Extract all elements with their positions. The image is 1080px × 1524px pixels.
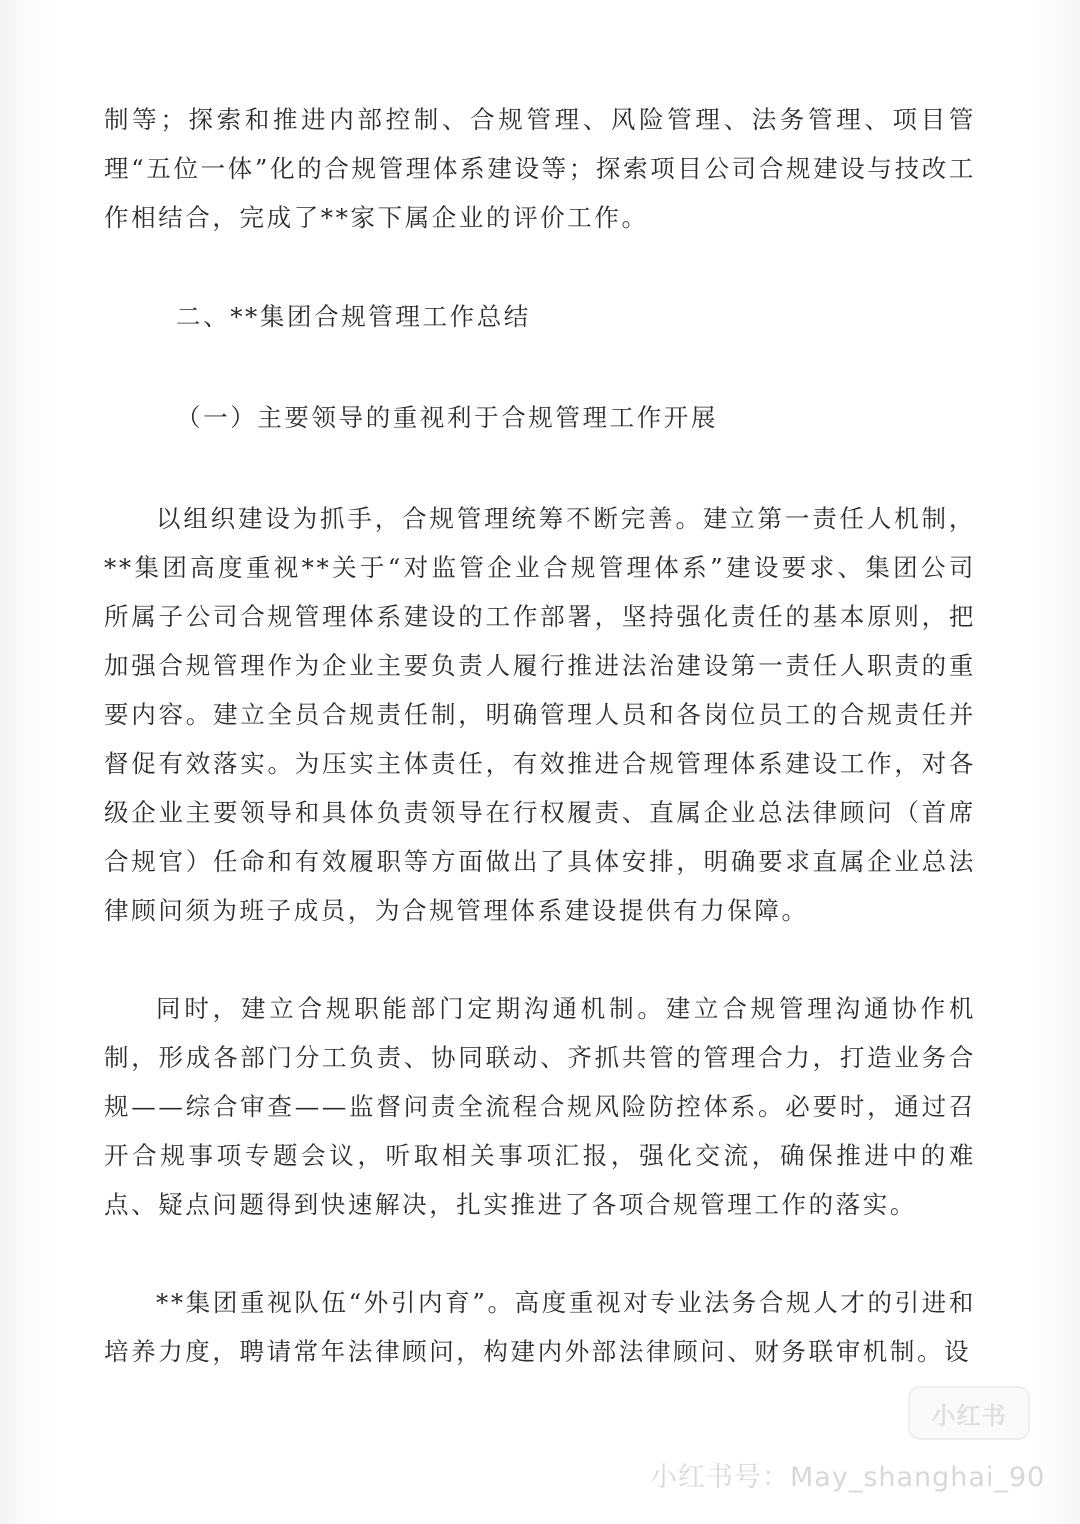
paragraph-body-1: 以组织建设为抓手，合规管理统筹不断完善。建立第一责任人机制，**集团高度重视**关于“对监管企业合规管理体系”建设要求、集团公司所属子公司合规管理体系建设的工作部署，坚持强化责任的基本原则，把加强合规管理作为企业主要负责人履行推进法治建设第一责任人职责的重要内容。建立全员合规责任制，明确管理人员和各岗位员工的合规责任并督促有效落实。为压实主体责任，有效推进合规管理体系建设工作，对各级企业主要领导和具体负责领导在行权履责、直属企业总法律顾问（首席合规官）任命和有效履职等方面做出了具体安排，明确要求直属企业总法律顾问须为班子成员，为合规管理体系建设提供有力保障。 [104, 504, 976, 925]
watermark-logo [908, 1386, 1030, 1440]
paragraph-intro: 制等；探索和推进内部控制、合规管理、风险管理、法务管理、项目管理“五位一体”化的合规管理体系建设等；探索项目公司合规建设与技改工作相结合，完成了**家下属企业的评价工作。 [104, 105, 976, 232]
document-body [104, 95, 976, 1376]
section-heading-2: 二、**集团合规管理工作总结 [176, 302, 531, 331]
paragraph-body-2: 同时，建立合规职能部门定期沟通机制。建立合规管理沟通协作机制，形成各部门分工负责、协同联动、齐抓共管的管理合力，打造业务合规——综合审查——监督问责全流程合规风险防控体系。必要时，通过召开合规事项专题会议，听取相关事项汇报，强化交流，确保推进中的难点、疑点问题得到快速解决，扎实推进了各项合规管理工作的落实。 [104, 994, 976, 1219]
watermark-account-id: 小红书号：May_shanghai_90 [650, 1462, 1046, 1493]
paragraph-body-3: **集团重视队伍“外引内育”。高度重视对专业法务合规人才的引进和培养力度，聘请常年法律顾问，构建内外部法律顾问、财务联审机制。设 [104, 1288, 976, 1366]
watermark-logo-text: 小红书 [931, 1401, 1007, 1430]
subsection-heading-1: （一）主要领导的重视利于合规管理工作开展 [176, 403, 718, 432]
